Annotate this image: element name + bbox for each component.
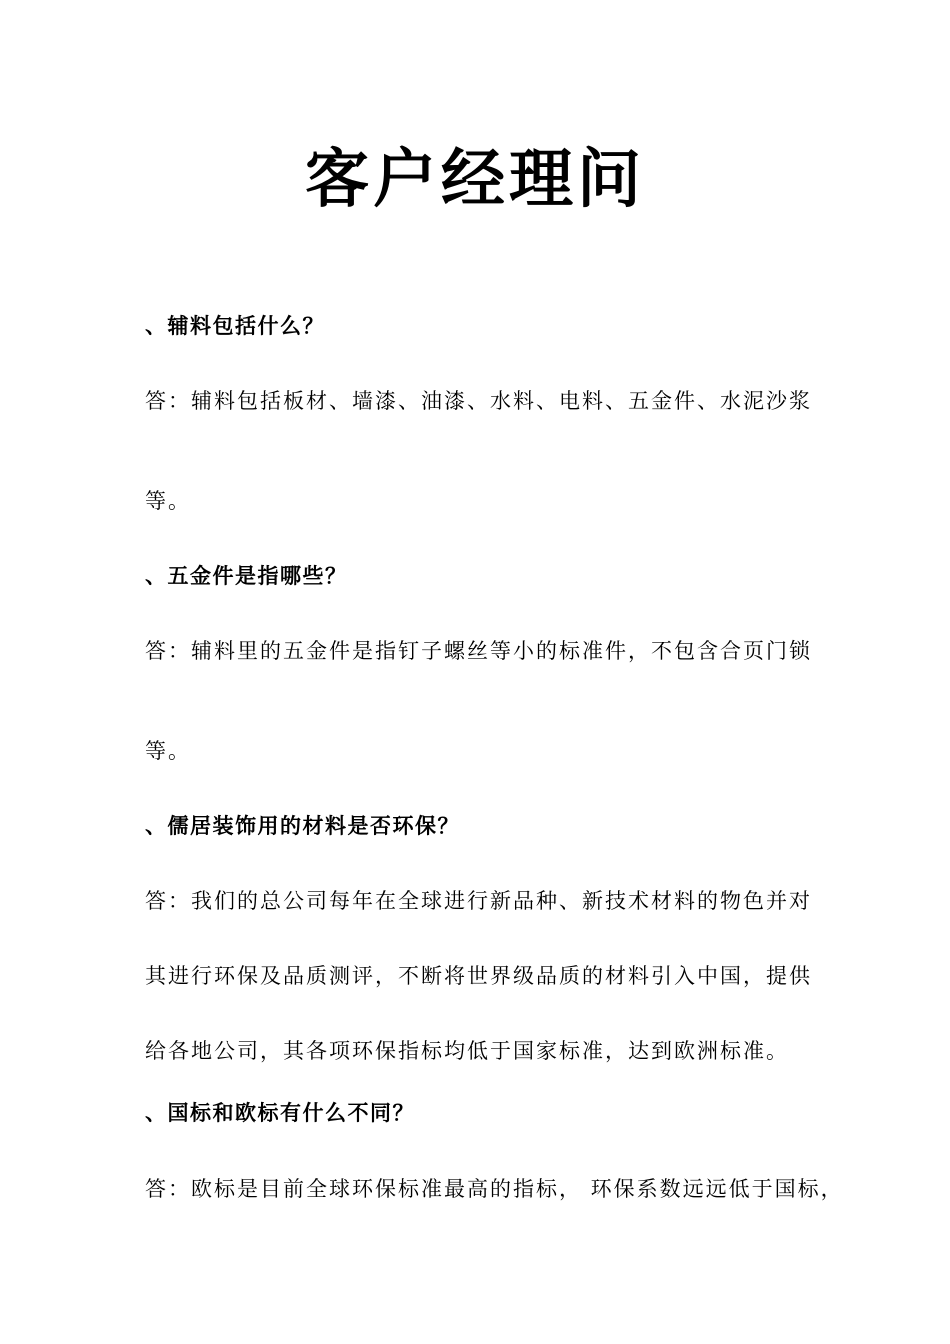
answer-3-line-2: 其进行环保及品质测评，不断将世界级品质的材料引入中国，提供	[145, 964, 812, 988]
question-3: 、儒居装饰用的材料是否环保？	[145, 813, 460, 838]
answer-1-line-1: 答：辅料包括板材、墙漆、油漆、水料、电料、五金件、水泥沙浆	[145, 389, 812, 413]
answer-3-line-3: 给各地公司，其各项环保指标均低于国家标准，达到欧洲标准。	[145, 1039, 789, 1063]
answer-2-line-2: 等。	[145, 739, 191, 763]
question-2: 、五金件是指哪些？	[145, 563, 348, 588]
answer-4-line-1: 答：欧标是目前全球环保标准最高的指标， 环保系数远远低于国标，	[145, 1177, 844, 1201]
answer-2-line-1: 答：辅料里的五金件是指钉子螺丝等小的标准件，不包含合页门锁	[145, 639, 812, 663]
answer-1-line-2: 等。	[145, 489, 191, 513]
question-4: 、国标和欧标有什么不同？	[145, 1100, 415, 1125]
question-1: 、辅料包括什么？	[145, 313, 325, 338]
page-title: 客户经理问	[305, 142, 645, 217]
answer-3-line-1: 答：我们的总公司每年在全球进行新品种、新技术材料的物色并对	[145, 889, 812, 913]
